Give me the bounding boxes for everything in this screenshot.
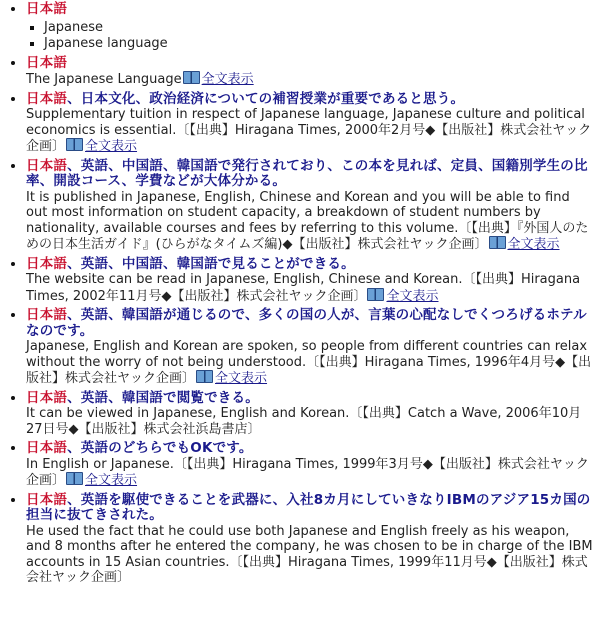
entry-headword: 日本語 <box>26 1 68 17</box>
entry-example: It is published in Japanese, English, Chinese and Korean and you will be able to find out most information on student capacity, a breakdown of student numbers by nationality, available courses and fees by referring to this volume.〔【出典】『外国人のための日本生活ガイド』(ひらがなタイムズ編)◆【出版社】株式会社ヤック企画〕 全文表示 <box>26 189 589 252</box>
entry-item <box>26 308 595 387</box>
entry-item <box>26 257 595 305</box>
entry-headword: • 日本語、英語、中国語、韓国語で発行されており、この本を見れば、定員、国籍別学生の比率、開設コース、学費などが大体分かる。 <box>26 157 588 189</box>
fulltext-link[interactable]: 全文表示 <box>507 237 560 252</box>
entry-item <box>26 391 595 438</box>
entry-headword: • 日本語、英語、中国語、韓国語で見ることができる。 <box>26 255 355 272</box>
fulltext-link[interactable]: 全文表示 <box>201 72 254 87</box>
entry-item <box>26 2 595 52</box>
entry-item <box>26 92 595 155</box>
fulltext-link[interactable]: 全文表示 <box>85 139 138 154</box>
entry-item <box>26 56 595 88</box>
fulltext-link[interactable]: 全文表示 <box>85 473 138 488</box>
entry-example: The Japanese Language 全文表示 <box>26 72 254 87</box>
book-icon <box>183 71 200 84</box>
book-icon <box>196 370 213 383</box>
sense-list <box>26 20 595 52</box>
entry-headword: • 日本語、日本文化、政治経済についての補習授業が重要であると思う。 <box>26 90 465 107</box>
entry-headword: • 日本語 <box>26 54 68 71</box>
book-icon <box>367 288 384 301</box>
entry-example: The website can be read in Japanese, English, Chinese and Korean.〔【出典】Hiragana Times, 2002年11月号◆【出版社】株式会社ヤック企画〕 全文表示 <box>26 272 581 304</box>
entry-headword: • 日本語、英語のどちらでもOKです。 <box>26 440 253 456</box>
fulltext-link[interactable]: 全文表示 <box>215 371 268 386</box>
entry-list <box>8 2 595 586</box>
book-icon <box>489 236 506 249</box>
book-icon <box>66 138 83 151</box>
entry-item <box>26 493 595 586</box>
entry-example: He used the fact that he could use both Japanese and English freely as his weapon, and 8 months after he entered the company, he was chosen to be in charge of the IBM accounts in 15 Asian countries.〔【出典】Hiragana Times, 1999年11月号◆【出版社】株式会社ヤック企画〕 <box>26 523 593 585</box>
entry-item <box>26 441 595 489</box>
fulltext-link[interactable]: 全文表示 <box>386 288 439 304</box>
entry-headword: • 日本語、英語を駆使できることを武器に、入社8カ月にしていきなりIBMのアジア15カ国の担当に抜てきされた。 <box>26 491 591 523</box>
entry-example: In English or Japanese.〔【出典】Hiragana Times, 1999年3月号◆【出版社】株式会社ヤック企画〕 全文表示 <box>26 456 589 488</box>
sense-item: ▪ Japanese <box>44 20 595 36</box>
entry-example: Japanese, English and Korean are spoken, so people from different countries can relax without the worry of not being understood.〔【出典】Hiragana Times, 1996年4月号◆【出版社】株式会社ヤック企画〕 全文表示 <box>26 339 592 386</box>
sense-item: ▪ Japanese language <box>44 36 595 52</box>
entry-item <box>26 159 595 253</box>
entry-example: Supplementary tuition in respect of Japanese language, Japanese culture and political economics is essential.〔【出典】Hiragana Times, 2000年2月号◆【出版社】株式会社ヤック企画〕 全文表示 <box>26 107 592 154</box>
entry-headword: • 日本語、英語、韓国語が通じるので、多くの国の人が、言葉の心配なしでくつろげるホテルなのです。 <box>26 307 587 339</box>
entry-example: It can be viewed in Japanese, English and Korean.〔【出典】Catch a Wave, 2006年10月27日号◆【出版社】株式会社浜島書店〕 <box>26 406 582 437</box>
book-icon <box>66 472 83 485</box>
entry-headword: • 日本語、英語、韓国語で閲覧できる。 <box>26 389 259 406</box>
